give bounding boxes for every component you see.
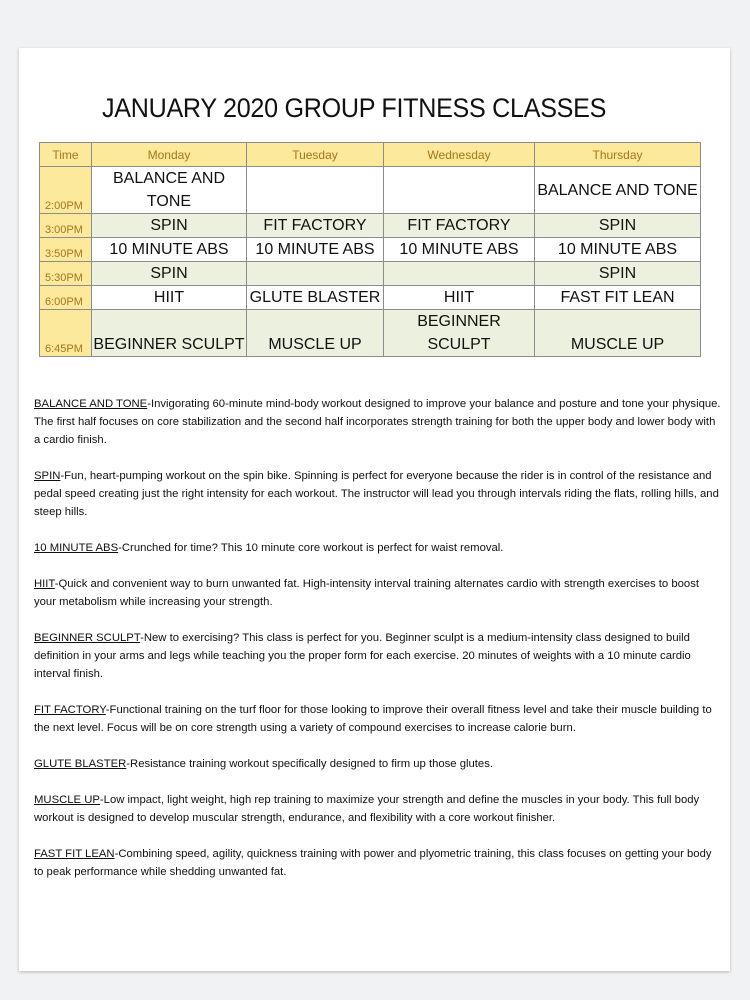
header-time: Time xyxy=(40,143,92,167)
description-text: -Invigorating 60-minute mind-body workout designed to improve your balance and posture and tone your physique. The first half focuses on core stabilization and the second half incorporates strength training for both the upper body and lower body with a cardio finish. xyxy=(34,398,721,446)
description-term: HIIT xyxy=(34,578,55,590)
table-row xyxy=(40,262,701,286)
class-schedule-table xyxy=(39,142,701,357)
time-cell: 3:00PM xyxy=(40,214,92,238)
description-text: -Combining speed, agility, quickness training with power and plyometric training, this class focuses on getting your body to peak performance while shedding unwanted fat. xyxy=(34,848,712,878)
table-row xyxy=(40,238,701,262)
description-term: MUSCLE UP xyxy=(34,794,100,806)
description-text: -Low impact, light weight, high rep training to maximize your strength and define the muscles in your body. This full body workout is designed to develop muscular strength, endurance, and flexibility with a core workout finisher. xyxy=(34,794,700,824)
class-cell: 10 MINUTE ABS xyxy=(535,238,701,262)
description-beginner-sculpt xyxy=(34,629,724,683)
time-cell: 2:00PM xyxy=(40,167,92,214)
description-fit-factory xyxy=(34,701,724,737)
description-text: -Functional training on the turf floor for those looking to improve their overall fitness level and take their muscle building to the next level. Focus will be on core strength using a variety of compound exercises to increase calorie burn. xyxy=(34,704,712,734)
description-term: BEGINNER SCULPT xyxy=(34,632,141,644)
table-row xyxy=(40,310,701,357)
description-text: -Fun, heart-pumping workout on the spin bike. Spinning is perfect for everyone because the rider is in control of the resistance and pedal speed creating just the right intensity for each workout. The instructor will lead you through intervals riding the flats, rolling hills, and steep hills. xyxy=(34,470,719,518)
description-fast-fit-lean xyxy=(34,845,724,881)
table-row xyxy=(40,286,701,310)
description-term: GLUTE BLASTER xyxy=(34,758,127,770)
time-cell: 6:00PM xyxy=(40,286,92,310)
description-spin xyxy=(34,467,724,521)
class-cell: HIIT xyxy=(384,286,535,310)
time-cell: 6:45PM xyxy=(40,310,92,357)
header-tuesday: Tuesday xyxy=(247,143,384,167)
class-cell: MUSCLE UP xyxy=(535,310,701,357)
class-cell: SPIN xyxy=(92,262,247,286)
description-glute-blaster xyxy=(34,755,724,773)
class-cell xyxy=(247,262,384,286)
class-cell: MUSCLE UP xyxy=(247,310,384,357)
class-cell: GLUTE BLASTER xyxy=(247,286,384,310)
description-text: -Crunched for time? This 10 minute core workout is perfect for waist removal. xyxy=(118,542,504,554)
class-cell: BEGINNER SCULPT xyxy=(92,310,247,357)
class-cell: BALANCE AND TONE xyxy=(535,167,701,214)
class-cell: 10 MINUTE ABS xyxy=(384,238,535,262)
class-cell xyxy=(384,167,535,214)
description-term: FIT FACTORY xyxy=(34,704,106,716)
time-cell: 5:30PM xyxy=(40,262,92,286)
class-cell: BEGINNER SCULPT xyxy=(384,310,535,357)
description-text: -Resistance training workout specifically designed to firm up those glutes. xyxy=(126,758,493,770)
class-cell xyxy=(247,167,384,214)
description-term: BALANCE AND TONE xyxy=(34,398,148,410)
class-cell xyxy=(384,262,535,286)
class-cell: SPIN xyxy=(535,214,701,238)
description-text: -New to exercising? This class is perfect for you. Beginner sculpt is a medium-intensity class designed to build definition in your arms and legs while teaching you the proper form for each exercise. 20 minutes of weights with a 10 minute cardio interval finish. xyxy=(34,632,691,680)
class-cell: BALANCE AND TONE xyxy=(92,167,247,214)
time-cell: 3:50PM xyxy=(40,238,92,262)
header-thursday: Thursday xyxy=(535,143,701,167)
class-cell: HIIT xyxy=(92,286,247,310)
table-row xyxy=(40,214,701,238)
description-term: 10 MINUTE ABS xyxy=(34,542,119,554)
class-cell: SPIN xyxy=(535,262,701,286)
page-title: JANUARY 2020 GROUP FITNESS CLASSES xyxy=(102,93,607,123)
description-text: -Quick and convenient way to burn unwanted fat. High-intensity interval training alternates cardio with strength exercises to boost your metabolism while increasing your strength. xyxy=(34,578,699,608)
class-cell: 10 MINUTE ABS xyxy=(247,238,384,262)
description-term: FAST FIT LEAN xyxy=(34,848,115,860)
table-row xyxy=(40,167,701,214)
class-cell: FIT FACTORY xyxy=(247,214,384,238)
description-hiit xyxy=(34,575,724,611)
class-cell: FAST FIT LEAN xyxy=(535,286,701,310)
class-cell: SPIN xyxy=(92,214,247,238)
description-muscle-up xyxy=(34,791,724,827)
class-cell: FIT FACTORY xyxy=(384,214,535,238)
class-descriptions xyxy=(34,395,724,899)
description-term: SPIN xyxy=(34,470,61,482)
document-page xyxy=(19,48,730,971)
description-10-minute-abs xyxy=(34,539,724,557)
table-header-row xyxy=(40,143,701,167)
class-cell: 10 MINUTE ABS xyxy=(92,238,247,262)
header-monday: Monday xyxy=(92,143,247,167)
description-balance-and-tone xyxy=(34,395,724,449)
header-wednesday: Wednesday xyxy=(384,143,535,167)
